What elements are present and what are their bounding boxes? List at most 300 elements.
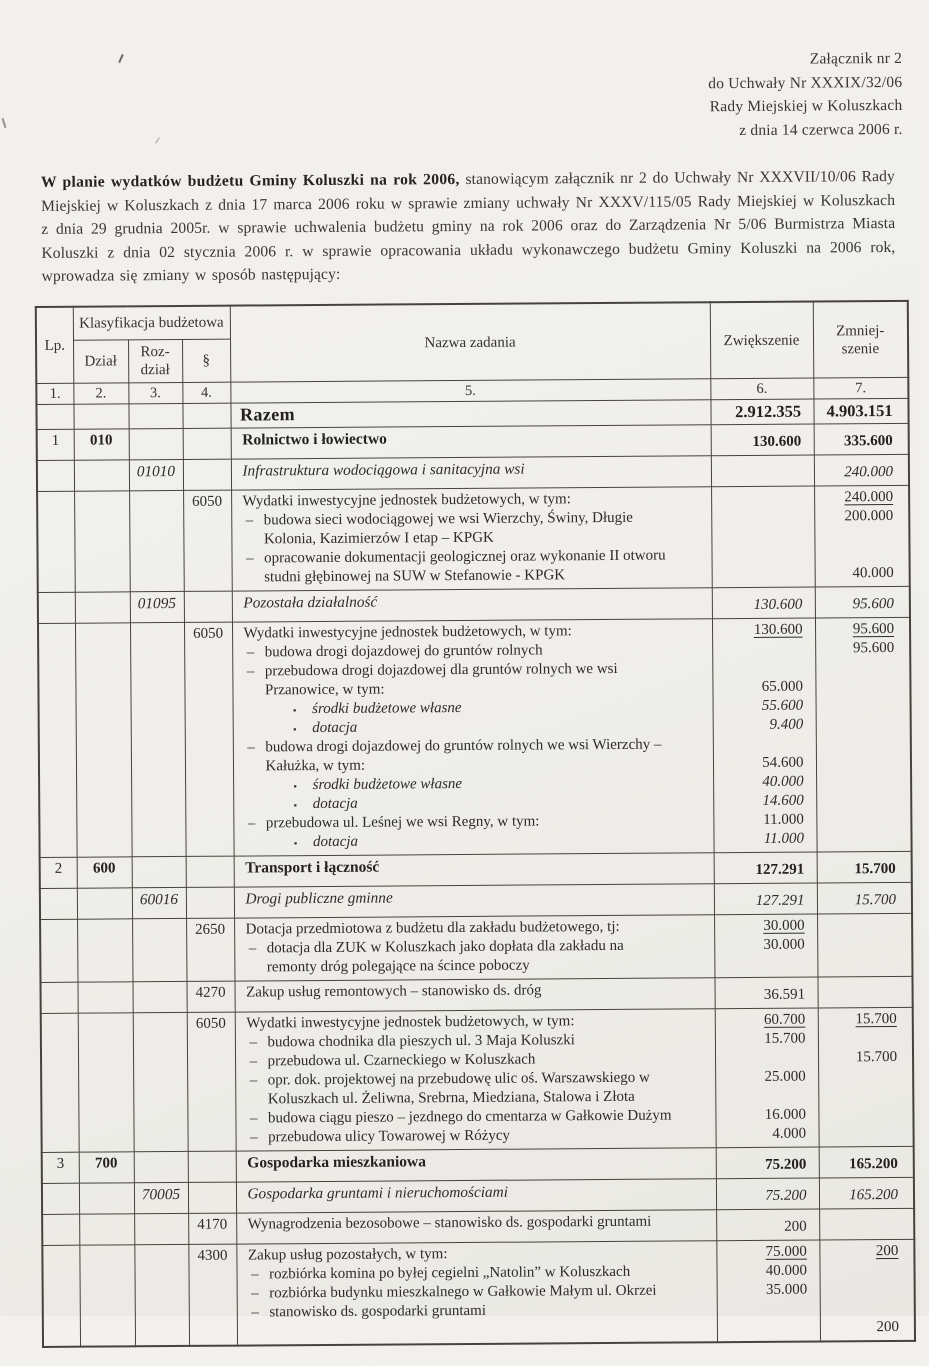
task-line — [243, 1182, 711, 1204]
dash-marker: – — [246, 644, 255, 661]
amount-zmniejszenie: 4.903.151 — [826, 401, 893, 421]
square-bullet-icon: ▪ — [293, 705, 297, 716]
amount-zwiekszenie — [717, 1300, 819, 1320]
task-text: przebudowa ul. Leśnej we wsi Regny, w tym: — [265, 813, 540, 832]
paragraf-cell — [186, 888, 234, 919]
rozdzial-cell: 60016 — [132, 888, 186, 919]
amount-zwiekszenie — [713, 659, 815, 679]
amount-zmniejszenie — [816, 658, 910, 678]
amount-zmniejszenie — [820, 1261, 914, 1281]
amount-zwiekszenie: 9.400 — [769, 717, 804, 734]
amount-zwiekszenie: 75.200 — [764, 1157, 807, 1174]
header-zmniejszenie — [813, 301, 909, 379]
paragraf-cell: 6050 — [183, 491, 232, 592]
rozdzial-cell — [133, 1013, 188, 1152]
task-line — [241, 887, 709, 909]
zmniejszenie-cell — [818, 1008, 914, 1148]
dash-marker: – — [248, 940, 257, 957]
task-cell — [231, 456, 711, 490]
amount-zwiekszenie: 40.000 — [765, 1263, 808, 1280]
task-line — [238, 428, 706, 450]
task-text: studni głębinowej na SUW w Stefanowie - KPGK — [264, 567, 566, 586]
task-text: budowa ciągu pieszo – jezdnego do cmentarza w Gałkowie Dużym — [267, 1108, 672, 1127]
colnum-5: 5. — [230, 379, 710, 403]
paragraf-cell: 4300 — [188, 1245, 237, 1347]
amount-zwiekszenie: 55.600 — [761, 698, 804, 715]
dzial-cell — [74, 491, 130, 592]
zmniejszenie-cell — [819, 1240, 915, 1342]
task-text: rozbiórka budynku mieszkalnego w Gałkowie Małym ul. Okrzei — [269, 1283, 657, 1302]
amount-zwiekszenie — [712, 527, 814, 547]
amount-zmniejszenie: 165.200 — [848, 1156, 898, 1173]
lp-cell: 3 — [42, 1153, 79, 1184]
attachment-header — [0, 47, 903, 147]
task-text: Zakup usług pozostałych, w tym: — [247, 1246, 448, 1264]
amount-zmniejszenie — [816, 734, 910, 754]
attachment-line: Rady Miejskiej w Koluszkach — [709, 96, 903, 116]
colnum-1: 1. — [36, 384, 73, 405]
zwiekszenie-cell — [716, 1240, 820, 1342]
table-row-par-8 — [40, 914, 912, 983]
task-text: Koluszkach ul. Żeliwna, Srebrna, Miedziana, Stalowa i Złota — [267, 1089, 635, 1108]
lp-cell — [40, 920, 77, 983]
header-dzial: Dział — [73, 340, 128, 383]
paragraf-cell — [188, 1183, 236, 1214]
lp-cell — [41, 983, 78, 1014]
lp-cell — [36, 405, 73, 430]
header-zwiekszenie: Zwiększenie — [710, 302, 814, 380]
dzial-cell — [73, 404, 128, 429]
task-text: Drogi publiczne gminne — [245, 889, 393, 908]
square-bullet-icon: ▪ — [293, 724, 297, 735]
intro-bold-text: W planie wydatków budżetu Gminy Koluszki na rok 2006, — [40, 171, 460, 191]
rozdzial-cell — [128, 404, 182, 429]
amount-zmniejszenie — [817, 829, 911, 849]
dzial-cell: 700 — [79, 1152, 134, 1183]
header-rozdzial — [128, 340, 182, 383]
task-line — [240, 660, 708, 682]
amount-zmniejszenie — [818, 954, 912, 974]
amount-zwiekszenie — [712, 489, 814, 509]
zwiekszenie-cell — [712, 588, 815, 620]
lp-cell — [40, 889, 77, 920]
amount-zwiekszenie — [717, 1319, 819, 1339]
lp-cell — [38, 593, 75, 624]
rozdzial-cell — [134, 1214, 188, 1245]
zmniejszenie-cell — [815, 587, 910, 619]
zwiekszenie-cell — [714, 977, 817, 1009]
paragraf-cell — [183, 460, 231, 491]
task-text: Transport i łączność — [245, 859, 380, 877]
task-text: przebudowa drogi dojazdowej dla gruntów rolnych we wsi — [264, 661, 618, 680]
lp-cell — [38, 624, 77, 858]
amount-zmniejszenie — [816, 753, 910, 773]
task-line — [238, 459, 706, 481]
amount-zmniejszenie — [818, 1029, 912, 1049]
paragraf-cell: 2650 — [186, 919, 234, 982]
dash-marker: – — [251, 1285, 259, 1302]
task-text: dotacja dla ZUK w Koluszkach jako dopłata dla zakładu na — [266, 938, 624, 957]
amount-zwiekszenie: 11.000 — [763, 812, 804, 829]
task-line — [243, 1151, 711, 1173]
amount-zmniejszenie — [817, 791, 911, 811]
dash-marker: – — [249, 1034, 257, 1051]
amount-zwiekszenie: 130.600 — [752, 434, 802, 451]
amount-zwiekszenie: 127.291 — [755, 862, 805, 879]
dash-marker: – — [251, 1304, 259, 1321]
amount-zwiekszenie: 11.000 — [763, 831, 805, 848]
rozdzial-cell — [132, 857, 186, 888]
task-line — [241, 831, 709, 853]
task-cell — [231, 425, 711, 459]
amount-zwiekszenie: 35.000 — [765, 1282, 808, 1299]
task-cell — [234, 915, 714, 981]
task-text: budowa chodnika dla pieszych ul. 3 Maja Koluszki — [267, 1032, 575, 1051]
task-text: przebudowa ul. Czarneckiego w Koluszkach — [267, 1051, 536, 1070]
amount-zwiekszenie — [711, 464, 813, 484]
colnum-6: 6. — [710, 379, 813, 401]
colnum-7: 7. — [813, 378, 908, 400]
table-body — [36, 399, 915, 1348]
dzial-cell — [77, 888, 132, 919]
amount-zwiekszenie: 14.600 — [762, 793, 804, 810]
task-cell — [230, 400, 710, 428]
task-text: budowa drogi dojazdowej do gruntów rolnych — [264, 642, 543, 661]
task-line — [242, 981, 710, 1003]
task-text: Dotacja przedmiotowa z budżetu dla zakładu budżetowego, tj: — [245, 919, 620, 938]
table-row-par-3 — [37, 486, 910, 593]
amount-zmniejszenie — [818, 985, 912, 1005]
lp-cell — [37, 461, 74, 492]
amount-zwiekszenie: 75.200 — [765, 1188, 807, 1205]
amount-zwiekszenie — [715, 1049, 817, 1069]
header-lp: Lp. — [36, 307, 74, 384]
task-text: Przanowice, w tym: — [264, 682, 385, 699]
rozdzial-cell: 01095 — [130, 592, 184, 623]
amount-zwiekszenie: 54.600 — [762, 755, 804, 772]
amount-zwiekszenie: 130.600 — [753, 622, 803, 639]
task-text: Wydatki inwestycyjne jednostek budżetowych, w tym: — [246, 1013, 575, 1032]
task-text: Wydatki inwestycyjne jednostek budżetowych, w tym: — [243, 623, 572, 642]
square-bullet-icon: ▪ — [294, 838, 298, 849]
dash-marker: – — [246, 663, 255, 680]
header-rozdzial-line1: Roz- — [140, 344, 170, 361]
amount-zmniejszenie: 95.600 — [852, 621, 895, 638]
amount-zwiekszenie — [712, 508, 814, 528]
zmniejszenie-cell — [819, 1209, 914, 1241]
paragraf-cell — [188, 1152, 236, 1183]
lp-cell: 1 — [37, 430, 74, 461]
dash-marker: – — [245, 512, 254, 529]
lp-cell — [41, 1014, 79, 1153]
header-paragraf: § — [182, 340, 230, 383]
amount-zmniejszenie: 200 — [876, 1319, 899, 1336]
amount-zmniejszenie: 15.700 — [855, 1049, 898, 1066]
paragraf-cell — [184, 592, 232, 623]
task-line — [244, 1301, 712, 1323]
paragraf-cell: 6050 — [184, 623, 234, 857]
table-header — [36, 301, 909, 405]
amount-zwiekszenie: 200 — [784, 1219, 807, 1236]
task-text: stanowisko ds. gospodarki gruntami — [269, 1303, 487, 1321]
zmniejszenie-cell — [819, 1147, 914, 1179]
paragraf-cell: 4270 — [186, 982, 234, 1013]
task-line — [239, 509, 707, 531]
zwiekszenie-cell — [715, 1008, 819, 1148]
amount-zwiekszenie — [713, 640, 815, 660]
dzial-cell — [75, 623, 132, 857]
attachment-line: Załącznik nr 2 — [809, 49, 903, 68]
amount-zwiekszenie: 65.000 — [761, 679, 804, 696]
amount-zwiekszenie: 60.700 — [763, 1012, 806, 1029]
dash-marker: – — [245, 550, 254, 567]
amount-zmniejszenie: 200 — [875, 1243, 899, 1260]
task-text: Gospodarka gruntami i nieruchomościami — [247, 1184, 509, 1203]
task-line — [239, 547, 707, 569]
dzial-cell — [79, 1214, 134, 1245]
amount-zwiekszenie: 30.000 — [763, 918, 805, 935]
rozdzial-cell — [129, 429, 183, 460]
amount-zmniejszenie: 95.600 — [852, 596, 894, 613]
square-bullet-icon: ▪ — [293, 800, 298, 811]
rozdzial-cell — [130, 623, 186, 857]
task-text: środki budżetowe własne — [312, 700, 462, 718]
dzial-cell — [79, 1245, 135, 1347]
rozdzial-cell — [129, 491, 184, 592]
task-cell — [232, 619, 714, 856]
task-cell — [231, 487, 712, 591]
amount-zmniejszenie — [815, 545, 909, 565]
amount-zmniejszenie: 15.700 — [854, 861, 896, 878]
zmniejszenie-cell — [813, 399, 908, 425]
table-row-par-10 — [41, 1008, 914, 1153]
zwiekszenie-cell — [716, 1178, 819, 1210]
task-text: dotacja — [312, 834, 359, 851]
dash-marker: – — [247, 815, 256, 832]
amount-zwiekszenie: 40.000 — [762, 774, 804, 791]
header-nazwa-zadania: Nazwa zadania — [230, 302, 711, 382]
task-text: dotacja — [312, 720, 358, 737]
amount-zmniejszenie — [818, 916, 912, 936]
rozdzial-cell — [132, 919, 186, 982]
task-cell — [232, 588, 712, 622]
task-line — [243, 1126, 711, 1148]
amount-zwiekszenie: 4.000 — [772, 1126, 807, 1143]
paragraf-cell — [182, 404, 230, 429]
task-text: dotacja — [312, 796, 358, 813]
amount-zmniejszenie — [819, 1067, 913, 1087]
amount-zmniejszenie: 240.000 — [844, 464, 894, 481]
amount-zwiekszenie: 15.700 — [764, 1031, 806, 1048]
dash-marker: – — [250, 1266, 259, 1283]
amount-zmniejszenie — [817, 772, 911, 792]
amount-zmniejszenie: 40.000 — [852, 565, 894, 582]
paragraf-cell: 6050 — [187, 1013, 236, 1152]
amount-zmniejszenie: 165.200 — [849, 1187, 899, 1204]
zwiekszenie-cell — [711, 456, 814, 488]
amount-zmniejszenie — [820, 1217, 914, 1237]
task-line — [239, 591, 707, 613]
header-zmniejszenie-line1: Zmniej- — [835, 322, 885, 340]
header-klasyfikacja: Klasyfikacja budżetowa — [73, 306, 230, 341]
dzial-cell — [78, 982, 133, 1013]
dzial-cell — [78, 1013, 134, 1152]
task-text: Pozostała działalność — [243, 594, 378, 612]
task-text: Wynagrodzenia bezosobowe – stanowisko ds. gospodarki gruntami — [247, 1214, 652, 1233]
amount-zwiekszenie — [716, 1087, 818, 1107]
rozdzial-cell: 01010 — [129, 460, 183, 491]
task-cell — [236, 1241, 717, 1346]
task-text: opr. dok. projektowej na przebudowę ulic oś. Warszawskiego w — [267, 1070, 650, 1089]
amount-zmniejszenie: 15.700 — [854, 892, 897, 909]
dash-marker: – — [249, 1053, 258, 1070]
amount-zmniejszenie — [817, 810, 911, 830]
task-text: Rolnictwo i łowiectwo — [242, 430, 387, 449]
amount-zmniejszenie — [816, 696, 910, 716]
dash-marker: – — [247, 739, 255, 756]
task-text: Wydatki inwestycyjne jednostek budżetowych, w tym: — [242, 491, 571, 510]
zwiekszenie-cell — [716, 1147, 819, 1179]
amount-zwiekszenie: 75.000 — [765, 1244, 807, 1261]
amount-zmniejszenie — [819, 1105, 913, 1125]
task-text: rozbiórka komina po byłej cegielni „Natolin” w Koluszkach — [268, 1264, 631, 1283]
task-text: opracowanie dokumentacji geologicznej oraz wykonanie II otworu — [263, 548, 666, 567]
zmniejszenie-cell — [814, 424, 909, 456]
lp-cell — [42, 1184, 79, 1215]
amount-zmniejszenie — [819, 1086, 913, 1106]
task-line — [243, 1069, 711, 1091]
intro-paragraph — [41, 165, 896, 289]
amount-zwiekszenie: 130.600 — [753, 597, 803, 614]
zwiekszenie-cell — [716, 1209, 819, 1241]
dzial-cell: 600 — [77, 857, 132, 888]
zwiekszenie-cell — [711, 487, 815, 589]
zwiekszenie-cell — [714, 914, 817, 978]
task-cell — [236, 1179, 716, 1213]
lp-cell — [37, 492, 75, 593]
task-text: Zakup usług remontowych – stanowisko ds. dróg — [246, 982, 542, 1001]
task-line — [244, 1213, 712, 1235]
header-rozdzial-line2: dział — [140, 362, 170, 379]
amount-zwiekszenie: 36.591 — [763, 987, 806, 1004]
lp-cell — [42, 1246, 80, 1348]
dash-marker: – — [249, 1110, 258, 1127]
rozdzial-cell — [134, 1152, 188, 1183]
amount-zmniejszenie: 15.700 — [855, 1011, 897, 1028]
task-line — [239, 566, 707, 588]
task-line — [241, 856, 709, 878]
paragraf-cell — [183, 429, 231, 460]
colnum-3: 3. — [128, 383, 182, 404]
zwiekszenie-cell — [714, 883, 817, 915]
amount-zmniejszenie — [820, 1280, 914, 1300]
task-line — [244, 1320, 712, 1342]
paragraf-cell — [186, 857, 234, 888]
task-text: Razem — [239, 404, 296, 426]
rozdzial-cell — [134, 1245, 189, 1347]
task-cell — [236, 1210, 716, 1244]
amount-zmniejszenie: 240.000 — [844, 489, 894, 506]
task-cell — [236, 1148, 716, 1182]
zmniejszenie-cell — [817, 883, 912, 915]
amount-zmniejszenie — [818, 935, 912, 955]
amount-zwiekszenie — [715, 955, 817, 975]
colnum-2: 2. — [73, 383, 128, 404]
amount-zwiekszenie: 25.000 — [764, 1069, 806, 1086]
amount-zwiekszenie — [712, 546, 814, 566]
amount-zwiekszenie: 16.000 — [764, 1107, 806, 1124]
table-row-par-14 — [42, 1240, 915, 1348]
task-text: remonty dróg polegające na ścince poboczy — [266, 958, 530, 976]
amount-zmniejszenie: 95.600 — [852, 640, 895, 657]
task-cell — [234, 978, 714, 1012]
dash-marker: – — [249, 1072, 258, 1089]
colnum-4: 4. — [182, 383, 230, 404]
amount-zmniejszenie — [816, 715, 910, 735]
lp-cell — [42, 1215, 79, 1246]
lp-cell: 2 — [40, 858, 77, 889]
zwiekszenie-cell — [714, 852, 817, 884]
dzial-cell — [79, 1183, 134, 1214]
task-text — [248, 1324, 252, 1340]
paragraf-cell: 4170 — [188, 1214, 236, 1245]
zmniejszenie-cell — [815, 618, 912, 853]
amount-zmniejszenie: 200.000 — [844, 508, 894, 525]
rozdzial-cell — [133, 982, 187, 1013]
amount-zwiekszenie — [712, 565, 814, 585]
header-zmniejszenie-line2: szenie — [841, 340, 880, 358]
task-text: środki budżetowe własne — [312, 776, 463, 794]
task-cell — [234, 884, 714, 918]
attachment-line: z dnia 14 czerwca 2006 r. — [739, 120, 903, 139]
task-text: przebudowa ulicy Towarowej w Różycy — [268, 1128, 511, 1146]
budget-table — [35, 300, 916, 1349]
rozdzial-cell: 70005 — [134, 1183, 188, 1214]
task-line — [238, 403, 706, 425]
intro-rest-text: stanowiącym załącznik nr 2 do Uchwały Nr XXXVII/10/06 Rady Miejskiej w Koluszkach z dnia 17 marca 2006 roku w sprawie zmiany uchwały Nr XXXV/115/05 Rady Miejskiej w Koluszkach z dnia 29 grudnia 2005r. w sprawie uchwalenia budżetu gminy na rok 2006 oraz do Zarządzenia Nr 5/06 Burmistrza Miasta Koluszki z dnia 02 stycznia 2006 r. w sprawie opracowania układu wykonawczego budżetu Gminy Koluszki na 2006 rok, wprowadza się zmiany w sposób następujący: — [41, 167, 896, 286]
scanned-document-page — [0, 47, 929, 1349]
dzial-cell — [77, 919, 132, 982]
amount-zmniejszenie — [815, 526, 909, 546]
zmniejszenie-cell — [817, 977, 912, 1009]
dzial-cell: 010 — [74, 429, 129, 460]
task-cell — [234, 853, 714, 887]
zmniejszenie-cell — [814, 455, 909, 487]
amount-zmniejszenie — [819, 1124, 913, 1144]
amount-zmniejszenie: 335.600 — [843, 433, 893, 450]
task-text: budowa drogi dojazdowej do gruntów rolnych we wsi Wierzchy – — [265, 737, 662, 756]
amount-zwiekszenie: 30.000 — [763, 937, 805, 954]
task-text: Kolonia, Kazimierzów I etap – KPGK — [263, 530, 494, 548]
task-text: Gospodarka mieszkaniowa — [247, 1153, 427, 1172]
task-line — [242, 937, 710, 959]
attachment-line: do Uchwały Nr XXXIX/32/06 — [708, 73, 903, 92]
zmniejszenie-cell — [819, 1178, 914, 1210]
dash-marker: – — [250, 1129, 258, 1146]
task-text: Kałużka, w tym: — [265, 758, 366, 775]
task-text: Infrastruktura wodociągowa i sanitacyjna wsi — [242, 461, 525, 480]
task-cell — [235, 1009, 716, 1151]
task-text: budowa sieci wodociągowej we wsi Wierzchy, Świny, Długie — [263, 510, 634, 529]
task-line — [240, 736, 708, 758]
zmniejszenie-cell — [817, 852, 912, 884]
amount-zmniejszenie — [820, 1299, 914, 1319]
zmniejszenie-cell — [817, 914, 912, 978]
zwiekszenie-cell — [711, 425, 814, 457]
amount-zwiekszenie — [713, 735, 815, 755]
amount-zwiekszenie: 2.912.355 — [734, 402, 802, 422]
zwiekszenie-cell — [710, 400, 813, 426]
